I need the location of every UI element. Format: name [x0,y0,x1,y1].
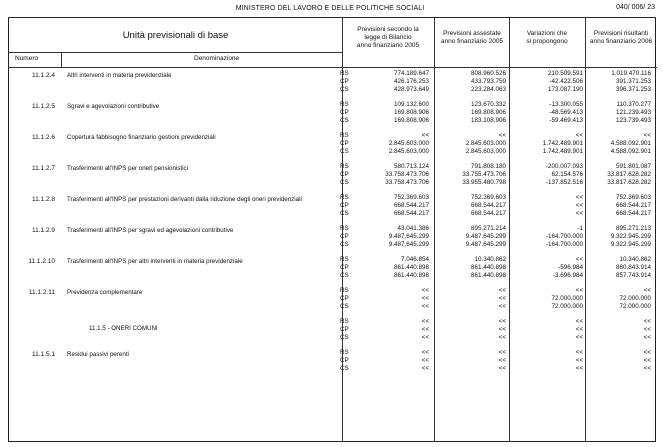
value: 2.845.603.000 [465,148,506,155]
type-code: CP [340,202,349,209]
value: 860.843.914 [615,264,651,271]
header-line: Variazioni che [526,30,568,37]
value: 752.369.603 [393,194,429,201]
value: 668.544.217 [393,202,429,209]
table-row [9,162,657,189]
value: 591.801.087 [615,163,651,170]
type-code: CP [340,326,349,333]
value-cell-c3 [514,318,583,342]
row-number: 11.1.2.10 [28,258,55,265]
value-cell-c1 [361,163,429,187]
header-line: anno finanziario 2006 [589,38,653,45]
row-type-codes [340,132,358,156]
type-code: CP [340,357,349,364]
value: -164.700.000 [545,241,583,248]
value: << [498,349,506,356]
value-cell-c3 [514,132,583,156]
value: 428.973.649 [393,86,429,93]
value-cell-c3 [514,194,583,218]
value-cell-c2 [439,194,506,218]
value: << [575,326,583,333]
value: << [575,365,583,372]
value: 169.808.906 [393,117,429,124]
value: 9.487.645.299 [465,233,506,240]
value: << [498,357,506,364]
value: -42.422.506 [549,78,583,85]
value: 861.440.898 [393,264,429,271]
column-divider [61,52,62,67]
row-type-codes [340,194,358,218]
value: << [421,365,429,372]
type-code: RS [340,101,349,108]
value: 2.845.603.000 [388,148,429,155]
type-code: CS [340,210,349,217]
row-number: 11.1.2.8 [31,196,55,203]
value: 210.509.591 [547,70,583,77]
table-row [9,69,657,96]
row-number: 11.1.2.11 [28,289,55,296]
value: 43.041.386 [397,225,429,232]
column-header-previsioni-assestate [436,30,508,46]
value-cell-c4 [589,287,651,311]
value: 33.817.628.282 [607,171,651,178]
value: << [498,132,506,139]
value: 4.588.092.901 [610,148,651,155]
header-line: Previsioni risultanti [593,30,649,37]
value-cell-c2 [439,70,506,94]
table-title: Unità previsionali di base [122,29,229,41]
value: 72.000.000 [551,303,583,310]
value-cell-c4 [589,349,651,373]
value: << [421,334,429,341]
value: << [643,287,651,294]
value: 391.371.253 [615,78,651,85]
value-cell-c1 [361,349,429,373]
value: << [421,303,429,310]
header-line: anno finanziario 2005 [440,38,504,45]
value: 1.742.489.901 [542,148,583,155]
value-cell-c3 [514,225,583,249]
value: << [575,334,583,341]
value: 426.176.253 [393,78,429,85]
row-type-codes [340,287,358,311]
type-code: CP [340,109,349,116]
value: << [575,132,583,139]
value-cell-c2 [439,256,506,280]
value: 861.440.898 [470,272,506,279]
value: << [643,132,651,139]
value: 33.817.628.282 [607,179,651,186]
table-row [9,224,657,251]
value: << [498,334,506,341]
value-cell-c3 [514,101,583,125]
value-cell-c4 [589,101,651,125]
value-cell-c2 [439,132,506,156]
value: << [643,326,651,333]
row-denominazione: Trasferimenti all'INPS per oneri pensionistici [67,165,188,172]
value: 33.758.473.706 [385,171,429,178]
value: -13.300.055 [549,101,583,108]
type-code: CS [340,241,349,248]
type-code: RS [340,225,349,232]
row-denominazione: 11.1.5 - ONERI COMUNI [89,325,158,332]
value: 72.000.000 [619,295,651,302]
row-number: 11.1.2.9 [31,227,55,234]
value: -137.852.516 [545,179,583,186]
value: 2.845.603.000 [465,140,506,147]
header-line: si propongono [526,38,568,45]
value: 72.000.000 [619,303,651,310]
value: 433.793.759 [470,78,506,85]
value-cell-c3 [514,349,583,373]
ministry-header: MINISTERO DEL LAVORO E DELLE POLITICHE SOCIALI [235,5,425,12]
value: -1 [577,225,583,232]
budget-table [8,17,656,442]
value: 169.808.906 [470,109,506,116]
value: << [498,287,506,294]
value-cell-c4 [589,225,651,249]
value: -3.696.984 [552,272,583,279]
value: 752.369.603 [470,194,506,201]
value: 752.369.603 [615,194,651,201]
value: 791.808.180 [470,163,506,170]
value-cell-c3 [514,287,583,311]
value: 62.154.576 [551,171,583,178]
row-number: 11.1.2.6 [31,134,55,141]
value-cell-c4 [589,132,651,156]
value: -59.469.413 [549,117,583,124]
header-line: Previsioni assestate [443,30,501,37]
type-code: CS [340,272,349,279]
value-cell-c1 [361,101,429,125]
row-type-codes [340,318,358,342]
value-cell-c3 [514,163,583,187]
value: 121.239.493 [615,109,651,116]
row-denominazione: Residui passivi perenti [67,351,129,358]
value: << [575,194,583,201]
value-cell-c2 [439,349,506,373]
value: 33.955.480.798 [462,179,506,186]
value: << [421,287,429,294]
row-number: 11.1.2.7 [31,165,55,172]
type-code: CP [340,78,349,85]
row-number: 11.1.2.5 [31,103,55,110]
value-cell-c1 [361,194,429,218]
row-number: 11.1.5.1 [31,351,55,358]
row-denominazione: Previdenza complementare [67,289,143,296]
value: 2.845.603.000 [388,140,429,147]
value: 123.670.332 [470,101,506,108]
column-header-denominazione: Denominazione [194,55,240,62]
value: 9.487.645.299 [388,233,429,240]
header-divider [9,67,657,68]
value-cell-c4 [589,318,651,342]
value-cell-c4 [589,163,651,187]
value-cell-c4 [589,194,651,218]
value-cell-c2 [439,101,506,125]
value: << [421,349,429,356]
value: 895.271.213 [615,225,651,232]
value: 668.544.217 [615,202,651,209]
value: 668.544.217 [470,210,506,217]
value: << [498,295,506,302]
value: 1.742.489.901 [542,140,583,147]
value: -48.569.413 [549,109,583,116]
value: -164.700.000 [545,233,583,240]
value: << [421,132,429,139]
value: << [643,365,651,372]
value: << [643,334,651,341]
type-code: RS [340,132,349,139]
type-code: CS [340,179,349,186]
header-divider [9,52,342,53]
value-cell-c1 [361,256,429,280]
value: 861.440.898 [470,264,506,271]
row-denominazione: Altri interventi in materia previdenziale [67,72,172,79]
value: 10.340.862 [474,256,506,263]
table-row [9,317,657,344]
value: << [498,318,506,325]
value: 774.189.647 [393,70,429,77]
row-denominazione: Copertura fabbisogno finanziario gestioni previdenziali [67,134,216,141]
type-code: CS [340,86,349,93]
header-line: anno finanziario 2005 [356,42,420,49]
type-code: CS [340,303,349,310]
value: << [575,202,583,209]
header-line: Previsioni secondo la [357,26,419,33]
value: << [575,357,583,364]
page-code: 040/ 006/ 23 [616,4,655,11]
column-header-previsioni-bilancio [345,26,431,50]
type-code: RS [340,287,349,294]
value: 33.758.473.706 [385,179,429,186]
value-cell-c1 [361,287,429,311]
value: 169.808.906 [393,109,429,116]
value: 9.487.645.299 [465,241,506,248]
type-code: RS [340,318,349,325]
value: << [575,287,583,294]
value: 183.108.906 [470,117,506,124]
table-row [9,100,657,127]
header-line: legge di Bilancio [364,34,412,41]
value: << [575,318,583,325]
value: << [498,365,506,372]
value: 10.340.862 [619,256,651,263]
column-header-previsioni-risultanti [587,30,655,46]
row-type-codes [340,163,358,187]
value: << [421,318,429,325]
table-row [9,348,657,375]
value: 396.371.253 [615,86,651,93]
row-denominazione: Trasferimenti all'INPS per sgravi ed agevolazioni contributive [67,227,234,234]
value-cell-c4 [589,256,651,280]
type-code: RS [340,349,349,356]
value-cell-c3 [514,256,583,280]
value-cell-c2 [439,318,506,342]
type-code: CS [340,365,349,372]
value: << [575,349,583,356]
value: 123.739.493 [615,117,651,124]
value: 668.544.217 [615,210,651,217]
value: 861.440.898 [393,272,429,279]
type-code: RS [340,256,349,263]
value-cell-c1 [361,225,429,249]
column-header-variazioni [511,30,583,46]
value: << [575,256,583,263]
value: 895.271.214 [470,225,506,232]
value: << [643,349,651,356]
row-denominazione: Trasferimenti all'INPS per prestazioni derivanti dalla riduzione degli oneri previdenziali [67,196,302,203]
value: 668.544.217 [393,210,429,217]
type-code: CS [340,148,349,155]
type-code: CP [340,233,349,240]
value: << [498,326,506,333]
type-code: CP [340,171,349,178]
type-code: RS [340,163,349,170]
type-code: RS [340,194,349,201]
type-code: CS [340,117,349,124]
value: << [421,326,429,333]
value: 223.284.063 [470,86,506,93]
value: 808.960.526 [470,70,506,77]
table-row [9,255,657,282]
value-cell-c2 [439,163,506,187]
row-denominazione: Sgravi e agevolazioni contributive [67,103,160,110]
value: 173.087.190 [547,86,583,93]
type-code: CP [340,264,349,271]
table-row [9,286,657,313]
value: << [575,210,583,217]
value: 109.132.600 [393,101,429,108]
value: << [643,318,651,325]
value: << [421,295,429,302]
type-code: CS [340,334,349,341]
value-cell-c3 [514,70,583,94]
value-cell-c4 [589,70,651,94]
row-type-codes [340,101,358,125]
value: 668.544.217 [470,202,506,209]
value: 1.019.470.116 [611,70,651,77]
value: 857.743.914 [615,272,651,279]
value-cell-c1 [361,132,429,156]
value: -596.984 [558,264,583,271]
row-number: 11.1.2.4 [31,72,55,79]
value: 9.487.645.299 [388,241,429,248]
type-code: RS [340,70,349,77]
type-code: CP [340,140,349,147]
row-type-codes [340,256,358,280]
type-code: CP [340,295,349,302]
value: 33.755.473.706 [462,171,506,178]
value: 4.588.092.901 [610,140,651,147]
table-row [9,193,657,220]
value: << [421,357,429,364]
row-denominazione: Trasferimenti all'INPS per altri interventi in materia previdenziale [67,258,243,265]
value-cell-c1 [361,70,429,94]
row-type-codes [340,225,358,249]
column-header-numero: Numero [15,55,39,62]
value: 110.370.277 [616,101,651,108]
value-cell-c1 [361,318,429,342]
value: << [643,357,651,364]
row-type-codes [340,70,358,94]
table-row [9,131,657,158]
value: 580.713.124 [393,163,429,170]
value-cell-c2 [439,225,506,249]
value: -200.007.093 [545,163,583,170]
value-cell-c2 [439,287,506,311]
value: 9.322.945.299 [610,233,651,240]
value: << [498,303,506,310]
row-type-codes [340,349,358,373]
value: 72.000.000 [551,295,583,302]
value: 7.046.854 [400,256,429,263]
value: 9.322.945.299 [610,241,651,248]
